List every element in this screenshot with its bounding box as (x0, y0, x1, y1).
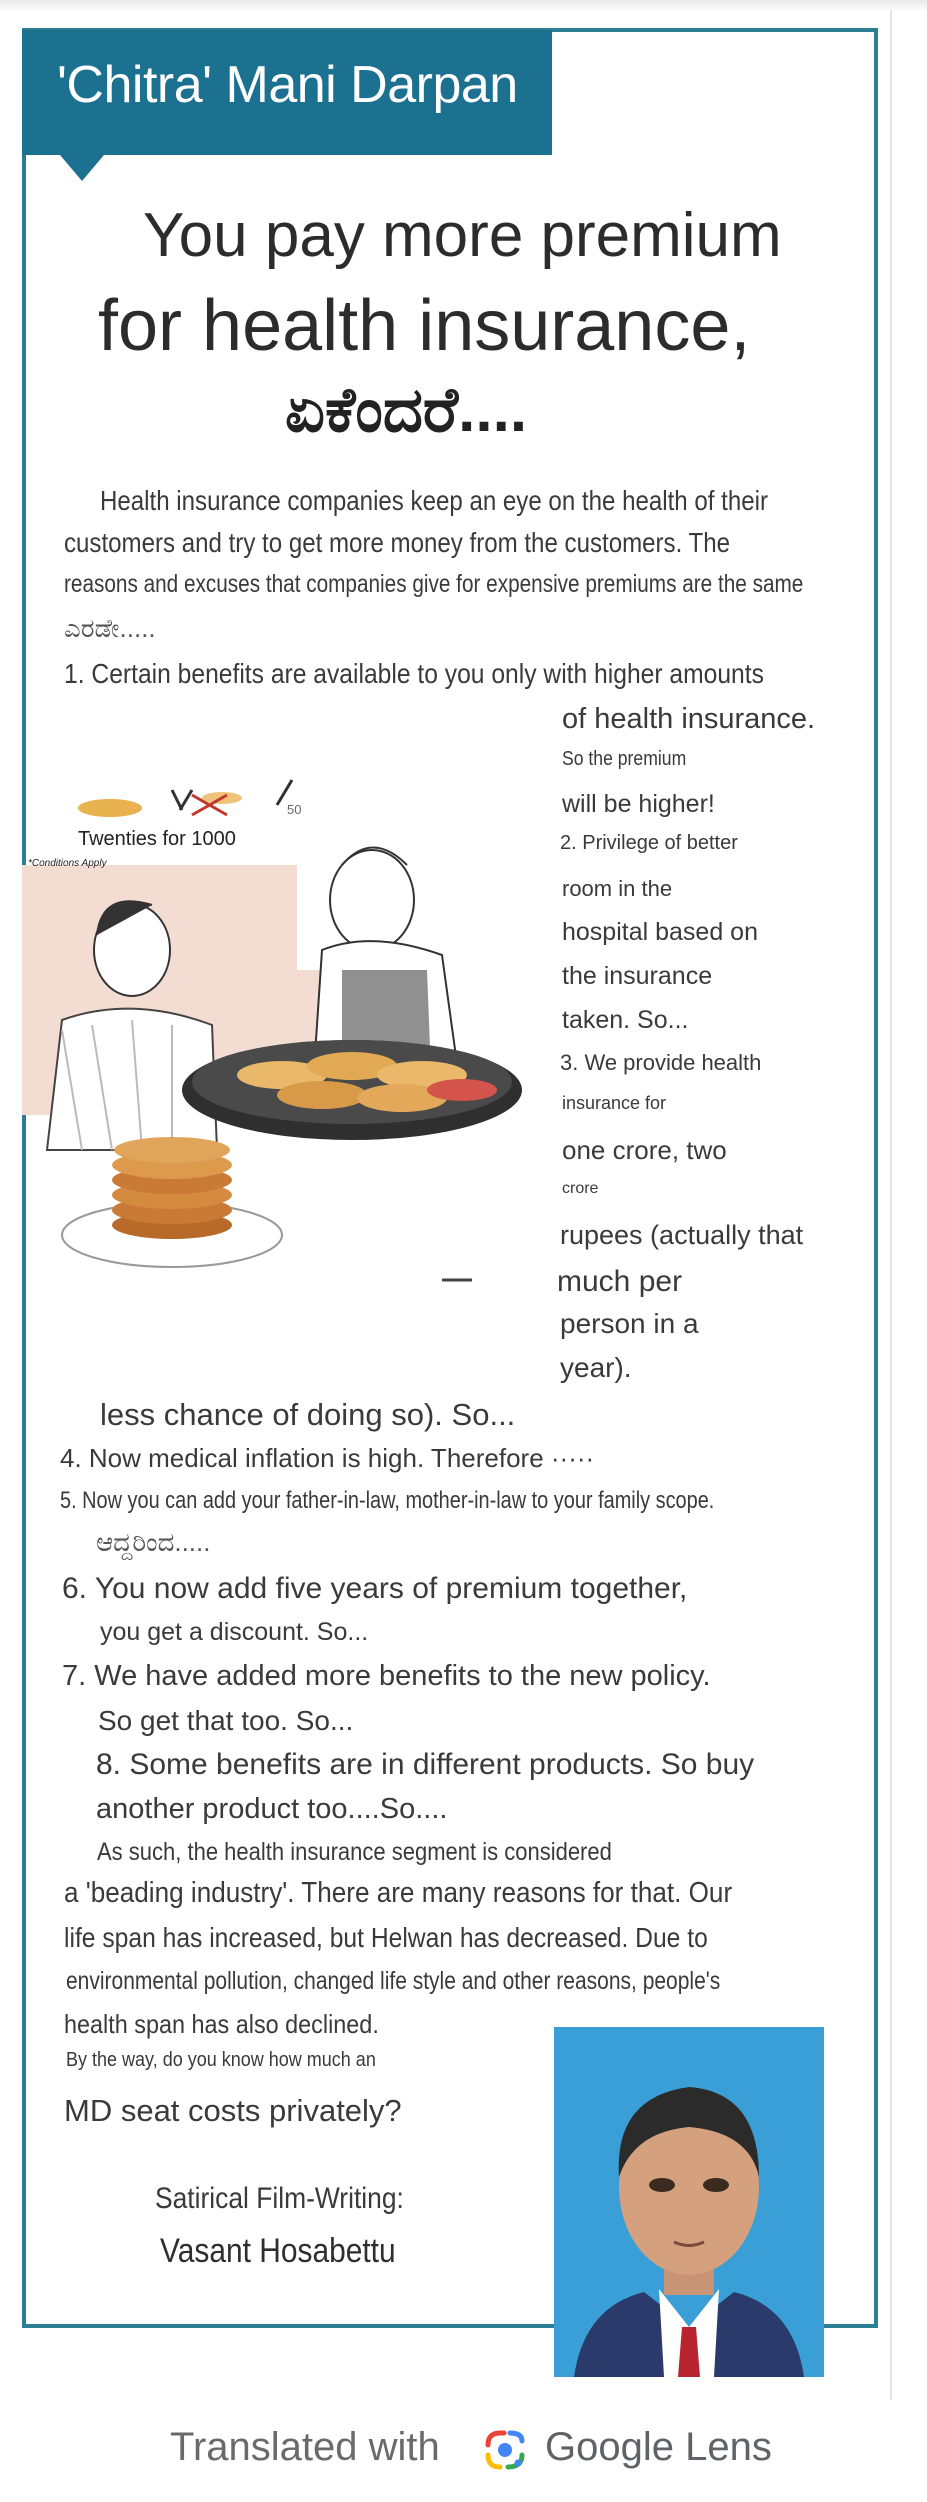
point-2-e: taken. So... (562, 1006, 689, 1034)
point-8-a: 8. Some benefits are in different products. So buy (96, 1748, 755, 1781)
sign-small-number: 50 (287, 802, 302, 817)
point-3-d: crore (562, 1180, 599, 1197)
point-3-a: 3. We provide health (560, 1050, 762, 1075)
sign-note: *Conditions Apply (28, 858, 107, 869)
intro-line-2: customers and try to get more money from the customers. The (64, 527, 731, 558)
point-6-b: you get a discount. So... (100, 1618, 369, 1646)
point-6-a: 6. You now add five years of premium together, (62, 1572, 688, 1605)
right-edge (890, 10, 892, 2400)
footer-prefix: Translated with (170, 2425, 440, 2469)
point-1-b: of health insurance. (562, 703, 816, 735)
point-3-g: person in a (560, 1308, 699, 1339)
headline-line-3: ಏಕೆಂದರೆ.... (285, 376, 528, 445)
point-7-a: 7. We have added more benefits to the new policy. (62, 1660, 711, 1692)
point-3-b: insurance for (562, 1093, 667, 1113)
point-4: 4. Now medical inflation is high. Therefore ····· (60, 1443, 595, 1473)
closing-line-5: health span has also declined. (64, 2009, 379, 2039)
point-5-b: ಆದ್ದರಿಂದ..... (96, 1527, 211, 1557)
point-7-b: So get that too. So... (98, 1705, 354, 1736)
point-5-a: 5. Now you can add your father-in-law, mother-in-law to your family scope. (60, 1487, 715, 1514)
closing-line-4: environmental pollution, changed life style and other reasons, people's (66, 1967, 721, 1995)
footer-brand: Google Lens (545, 2425, 772, 2469)
point-3-f: much per (557, 1265, 683, 1298)
point-3-h: year). (560, 1352, 632, 1383)
point-1-a: 1. Certain benefits are available to you only with higher amounts (64, 658, 764, 689)
sign-text: Twenties for 1000 (78, 828, 236, 850)
intro-line-4: ಎರಡೇ..... (64, 613, 156, 643)
point-2-c: hospital based on (562, 918, 758, 946)
point-1-d: will be higher! (562, 790, 715, 818)
point-2-d: the insurance (562, 962, 713, 990)
author-portrait (554, 2027, 824, 2377)
point-3-e: rupees (actually that (560, 1220, 804, 1250)
point-8-b: another product too....So.... (96, 1793, 448, 1825)
byline-author: Vasant Hosabettu (160, 2232, 396, 2270)
closing-line-2: a 'beading industry'. There are many reasons for that. Our (64, 1877, 733, 1909)
closing-line-3: life span has increased, but Helwan has decreased. Due to (64, 1922, 708, 1953)
cartoon-illustration (22, 770, 522, 1310)
intro-line-1: Health insurance companies keep an eye on the health of their (100, 485, 768, 516)
headline-line-1: You pay more premium (143, 201, 782, 270)
footer (0, 2410, 927, 2502)
point-3-i: less chance of doing so). So... (100, 1397, 516, 1432)
author-photo (554, 2027, 824, 2377)
headline-line-2: for health insurance, (98, 286, 751, 366)
column-title: 'Chitra' Mani Darpan (57, 56, 518, 114)
banner-notch (60, 155, 104, 181)
closing-line-7: MD seat costs privately? (64, 2093, 402, 2128)
point-1-c: So the premium (562, 748, 687, 770)
top-edge (0, 0, 927, 12)
point-3-c: one crore, two (562, 1135, 727, 1165)
closing-line-6: By the way, do you know how much an (66, 2049, 376, 2071)
closing-line-1: As such, the health insurance segment is considered (97, 1838, 612, 1866)
byline-label: Satirical Film-Writing: (155, 2182, 404, 2215)
google-lens-icon (482, 2427, 528, 2473)
intro-line-3: reasons and excuses that companies give for expensive premiums are the same (64, 570, 804, 598)
point-2-b: room in the (562, 876, 673, 901)
point-2-a: 2. Privilege of better (560, 832, 738, 854)
cartoon-drawing (22, 770, 522, 1310)
